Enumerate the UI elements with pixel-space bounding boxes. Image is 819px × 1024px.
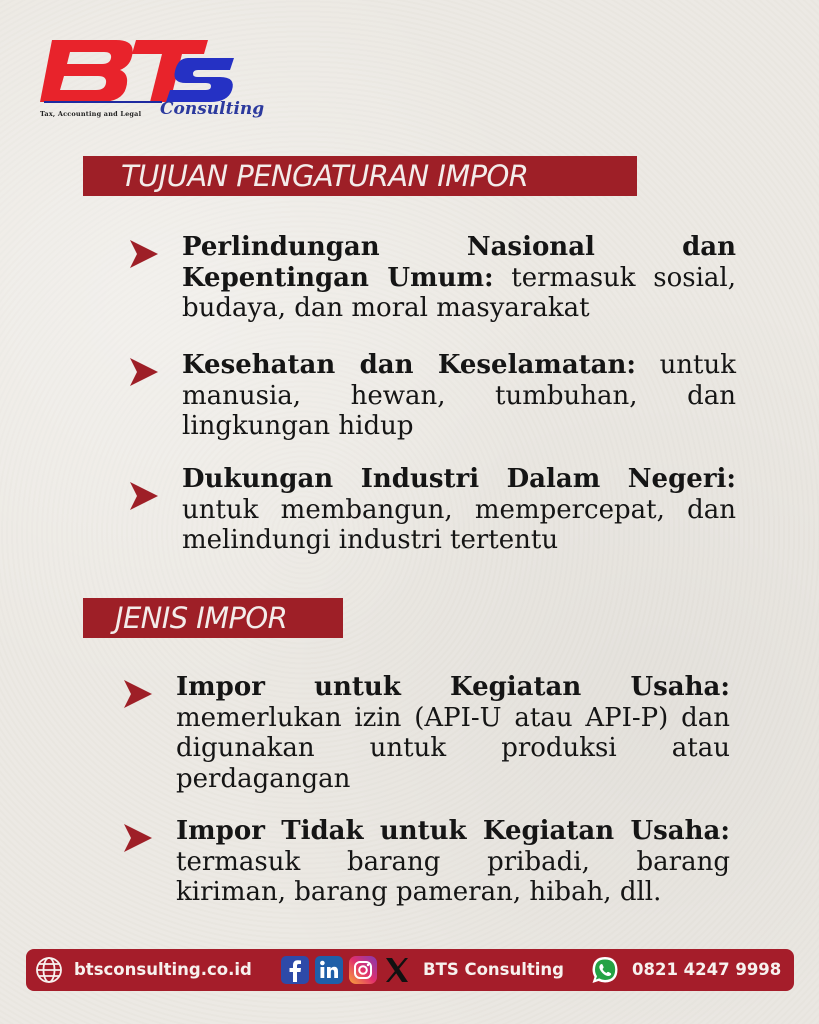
- item-rest: untuk manusia, hewan, tumbuhan, dan lingkungan hidup: [182, 350, 737, 441]
- item-bold: Perlindungan Nasional dan Kepentingan Umum:: [182, 232, 736, 293]
- section-title-tujuan: TUJUAN PENGATURAN IMPOR: [83, 156, 637, 196]
- arrow-bullet-icon: [126, 480, 160, 512]
- facebook-icon[interactable]: [280, 955, 310, 985]
- item-rest: memerlukan izin (API-U atau API-P) dan digunakan untuk produksi atau perdagangan: [176, 702, 730, 794]
- arrow-bullet-icon: [126, 238, 160, 270]
- bts-logo-mark: [38, 36, 238, 108]
- item-bold: Dukungan Industri Dalam Negeri:: [182, 464, 736, 494]
- item-rest: termasuk barang pribadi, barang kiriman, barang pameran, hibah, dll.: [176, 846, 730, 907]
- x-icon[interactable]: [383, 955, 411, 985]
- footer-bar: [26, 949, 794, 991]
- list-item-text: [176, 816, 730, 908]
- arrow-bullet-icon: [126, 356, 160, 388]
- bts-logo: [38, 36, 265, 128]
- item-bold: Impor Tidak untuk Kegiatan Usaha:: [176, 816, 730, 846]
- footer-social-name[interactable]: BTS Consulting: [423, 960, 564, 979]
- arrow-bullet-icon: [120, 822, 154, 854]
- logo-consulting: Consulting: [160, 99, 265, 119]
- list-item-text: [182, 350, 736, 442]
- list-item-text: [182, 232, 736, 324]
- item-bold: Impor untuk Kegiatan Usaha:: [176, 672, 730, 702]
- linkedin-icon[interactable]: [314, 955, 344, 985]
- arrow-bullet-icon: [120, 678, 154, 710]
- item-bold: Kesehatan dan Keselamatan:: [182, 350, 637, 380]
- list-item-text: [182, 464, 736, 556]
- list-item-text: [176, 672, 730, 794]
- instagram-icon[interactable]: [348, 955, 378, 985]
- item-rest: termasuk sosial, budaya, dan moral masyarakat: [182, 262, 736, 323]
- section-title-jenis: JENIS IMPOR: [83, 598, 343, 638]
- whatsapp-icon[interactable]: [590, 955, 620, 985]
- globe-icon: [34, 955, 64, 985]
- item-rest: untuk membangun, mempercepat, dan melindungi industri tertentu: [182, 494, 736, 555]
- footer-phone[interactable]: 0821 4247 9998: [632, 960, 782, 979]
- footer-website[interactable]: btsconsulting.co.id: [74, 960, 252, 979]
- logo-tagline: Tax, Accounting and Legal: [40, 110, 142, 118]
